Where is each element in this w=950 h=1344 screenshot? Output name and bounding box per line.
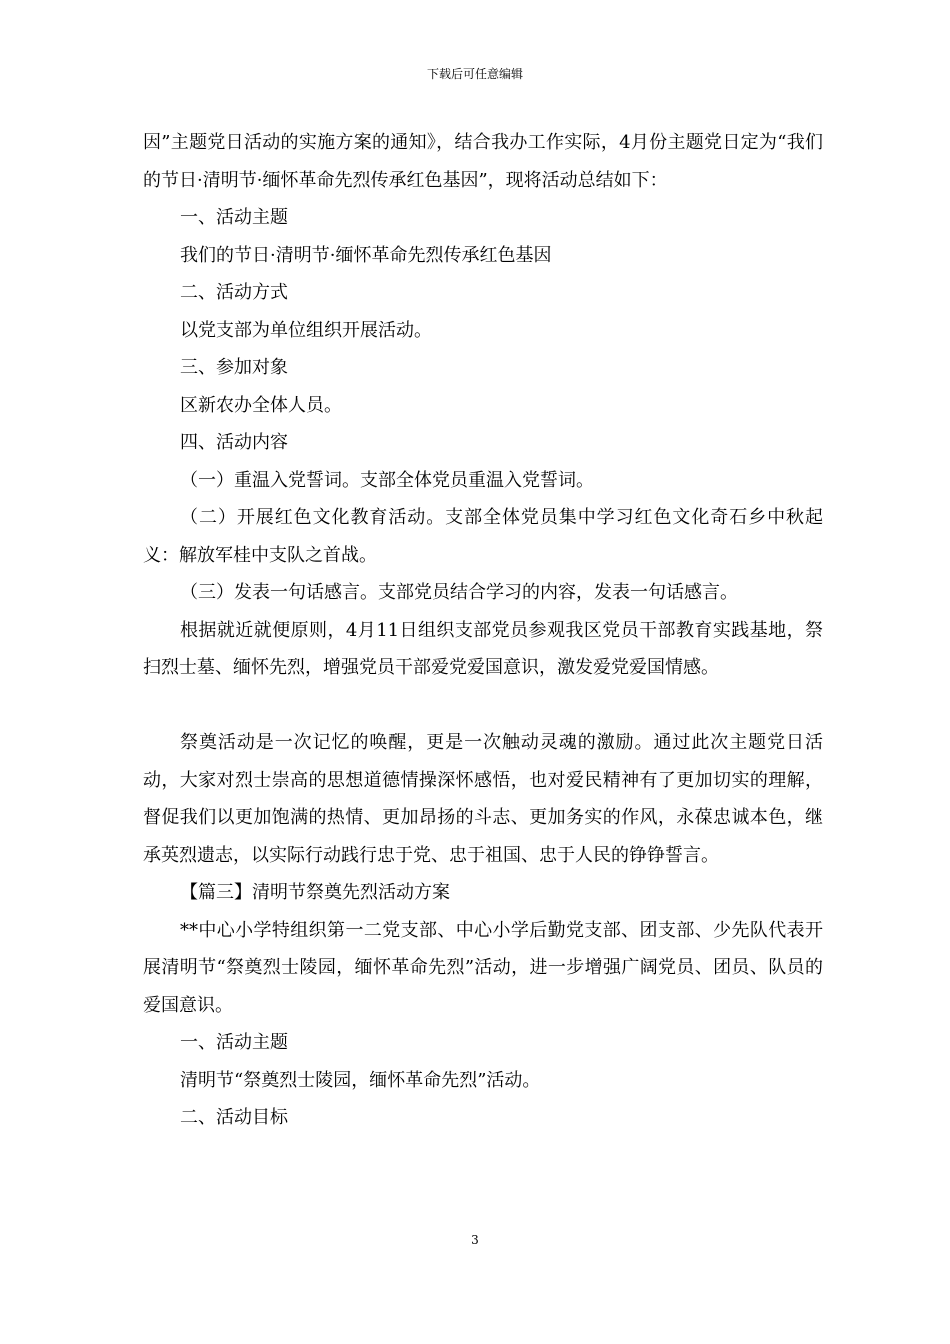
paragraph-content-item-3: （三）发表一句话感言。支部党员结合学习的内容，发表一句话感言。 [180, 582, 738, 603]
heading-participants: 三、参加对象 [180, 357, 288, 378]
heading-activity-theme: 一、活动主题 [180, 207, 288, 228]
paragraph-participants: 区新农办全体人员。 [180, 394, 342, 416]
paragraph-activity-method: 以党支部为单位组织开展活动。 [180, 319, 432, 341]
document-body [143, 124, 823, 1137]
paragraph-school-activity: **中心小学特组织第一二党支部、中心小学后勤党支部、团支部、少先队代表开展清明节“祭奠烈士陵园，缅怀革命先烈”活动，进一步增强广阔党员、团员、队员的爱国意识。 [143, 919, 823, 1016]
paragraph-visit: 根据就近就便原则，4月11日组织支部党员参观我区党员干部教育实践基地，祭扫烈士墓、缅怀先烈，增强党员干部爱党爱国意识，激发爱党爱国情感。 [143, 619, 823, 678]
heading-activity-method: 二、活动方式 [180, 282, 288, 303]
paragraph-activity-theme-2: 清明节“祭奠烈士陵园，缅怀革命先烈”活动。 [180, 1069, 541, 1091]
page-header: 下载后可任意编辑 [426, 67, 523, 81]
paragraph-content-item-1: （一）重温入党誓词。支部全体党员重温入党誓词。 [180, 469, 594, 491]
page-number: 3 [471, 1233, 479, 1247]
heading-activity-goal: 二、活动目标 [180, 1107, 288, 1128]
blank-line [143, 687, 823, 725]
section-title-part-three: 【篇三】清明节祭奠先烈活动方案 [180, 882, 450, 903]
heading-activity-theme-2: 一、活动主题 [180, 1032, 288, 1053]
paragraph-content-item-2: （二）开展红色文化教育活动。支部全体党员集中学习红色文化奇石乡中秋起义：解放军桂中支队之首战。 [143, 507, 823, 566]
paragraph-activity-theme: 我们的节日·清明节·缅怀革命先烈传承红色基因 [180, 244, 552, 266]
paragraph-intro-continued: 因”主题党日活动的实施方案的通知》，结合我办工作实际，4月份主题党日定为“我们的节日·清明节·缅怀革命先烈传承红色基因”，现将活动总结如下： [143, 132, 823, 191]
heading-activity-content: 四、活动内容 [180, 432, 288, 453]
paragraph-summary: 祭奠活动是一次记忆的唤醒，更是一次触动灵魂的激励。通过此次主题党日活动，大家对烈士崇高的思想道德情操深怀感悟，也对爱民精神有了更加切实的理解，督促我们以更加饱满的热情、更加昂扬的斗志、更加务实的作风，永葆忠诚本色，继承英烈遗志，以实际行动践行忠于党、忠于祖国、忠于人民的铮铮誓言。 [143, 732, 823, 866]
